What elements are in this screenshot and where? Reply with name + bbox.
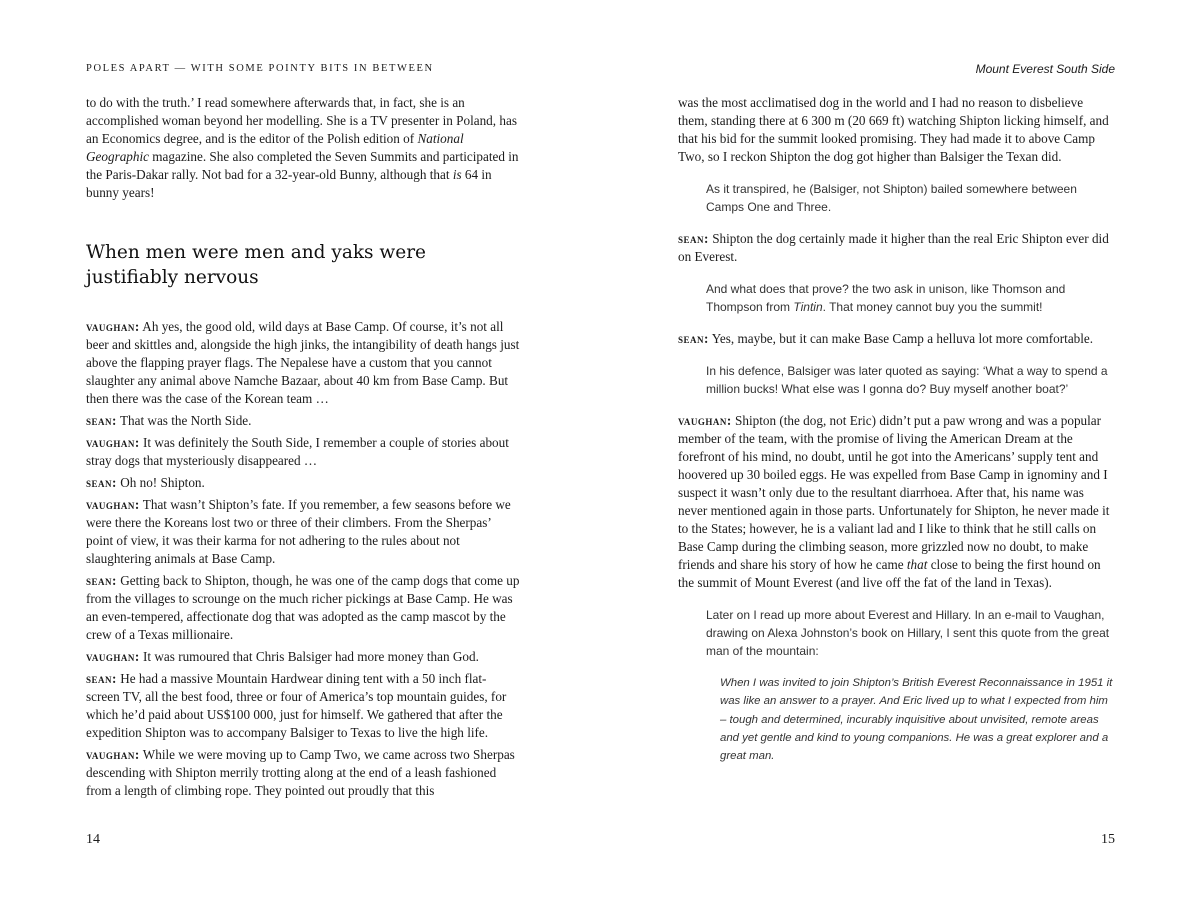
dialogue-text: It was definitely the South Side, I remember a couple of stories about stray dogs that mysteriously disappeared … xyxy=(86,435,509,468)
section-heading: When men were men and yaks were justifiably nervous xyxy=(86,242,427,288)
continuation-paragraph: was the most acclimatised dog in the world and I had no reason to disbelieve them, standing there at 6 300 m (20 669 ft) watching Shipton licking himself, and that his bid for the summit looked promising. They had made it to above Camp Two, so I reckon Shipton the dog got higher than Balsiger the Texan did. xyxy=(678,95,1109,164)
page-number-left: 14 xyxy=(86,832,100,847)
intro-text-1: to do with the truth.’ I read somewhere afterwards that, in fact, she is an accomplished woman beyond her modelling. She is a TV presenter in Poland, has an Economics degree, and is the editor of the Polish edition of xyxy=(86,95,517,146)
left-page-body xyxy=(86,94,520,800)
magazine-title: National Geographic xyxy=(86,131,464,164)
speaker-name: sean: xyxy=(678,331,709,346)
emphasis-is: is xyxy=(452,167,462,182)
emphasis-that: that xyxy=(906,557,928,572)
right-page-body xyxy=(678,94,1115,765)
dialogue-text: That wasn’t Shipton’s fate. If you remember, a few seasons before we were there the Koreans lost two or three of their climbers. From the Sherpas’ point of view, it was their karma for not adhering to the rules about not slaughtering animals at Base Camp. xyxy=(86,497,511,566)
speaker-name: vaughan: xyxy=(86,649,140,664)
speaker-name: vaughan: xyxy=(86,747,140,762)
speaker-name: sean: xyxy=(86,671,117,686)
speaker-name: sean: xyxy=(86,475,117,490)
speaker-name: vaughan: xyxy=(86,319,140,334)
hillary-quote: When I was invited to join Shipton’s British Everest Reconnaissance in 1951 it was like an answer to a prayer. And Eric lived up to what I expected from him – tough and determined, incurably inquisitive about unvisited, remote areas and yet gentle and kind to young companions. He was a great explorer and a great man. xyxy=(720,677,1113,763)
intro-paragraph xyxy=(86,94,520,202)
dialogue-text: Oh no! Shipton. xyxy=(116,475,205,490)
aside-note: Later on I read up more about Everest and Hillary. In an e-mail to Vaughan, drawing on Alexa Johnston’s book on Hillary, I sent this quote from the great man of the mountain: xyxy=(706,608,1110,658)
note-text-1: And what does that prove? the two ask in unison, like Thomson and Thompson from xyxy=(706,282,1066,314)
right-page xyxy=(678,0,1115,918)
dialogue-paragraph xyxy=(86,746,520,800)
dialogue-paragraph xyxy=(678,330,1115,348)
dialogue-text: Ah yes, the good old, wild days at Base Camp. Of course, it’s not all beer and skittles and, alongside the high jinks, the intangibility of death hangs just above the flapping prayer flags. The Nepalese have a custom that you cannot slaughter any animal above Namche Bazaar, about 40 km from Base Camp. But then there was the case of the Korean team … xyxy=(86,319,520,406)
dialogue-paragraph xyxy=(678,230,1115,266)
speaker-name: sean: xyxy=(86,413,117,428)
left-page xyxy=(86,0,520,918)
intro-text-2: magazine. She also completed the Seven Summits and participated in the Paris-Dakar rally. Not bad for a 32-year-old Bunny, although that xyxy=(86,149,519,182)
aside-note: In his defence, Balsiger was later quoted as saying: ‘What a way to spend a million bucks! What else was I gonna do? Buy myself another boat?’ xyxy=(706,364,1108,396)
speaker-name: sean: xyxy=(86,573,117,588)
dialogue-text: While we were moving up to Camp Two, we came across two Sherpas descending with Shipton merrily trotting along at the end of a leash fashioned from a length of climbing rope. They pointed out proudly that this xyxy=(86,747,515,798)
dialogue-paragraph xyxy=(86,434,520,470)
dialogue-text: Shipton the dog certainly made it higher than the real Eric Shipton ever did on Everest. xyxy=(678,231,1109,264)
dialogue-paragraph xyxy=(86,496,520,568)
dialogue-paragraph xyxy=(86,572,520,644)
dialogue-paragraph xyxy=(86,318,520,408)
dialogue-paragraph xyxy=(86,474,520,492)
note-text-2: . That money cannot buy you the summit! xyxy=(822,300,1043,314)
tintin-title: Tintin xyxy=(793,300,823,314)
dialogue-text: close to being the first hound on the summit of Mount Everest (and live off the fat of the land in Texas). xyxy=(678,557,1101,590)
page-number-right: 15 xyxy=(1101,832,1115,847)
dialogue-paragraph xyxy=(86,648,520,666)
speaker-name: sean: xyxy=(678,231,709,246)
aside-note: As it transpired, he (Balsiger, not Shipton) bailed somewhere between Camps One and Three. xyxy=(706,182,1077,214)
speaker-name: vaughan: xyxy=(678,413,732,428)
dialogue-paragraph xyxy=(86,412,520,430)
running-head-right: Mount Everest South Side xyxy=(975,62,1115,76)
intro-text-3: 64 in bunny years! xyxy=(86,167,492,200)
dialogue-text: Yes, maybe, but it can make Base Camp a helluva lot more comfortable. xyxy=(708,331,1094,346)
aside-note xyxy=(706,280,1115,316)
dialogue-text: It was rumoured that Chris Balsiger had more money than God. xyxy=(139,649,479,664)
dialogue-paragraph xyxy=(86,670,520,742)
speaker-name: vaughan: xyxy=(86,497,140,512)
dialogue-text: That was the North Side. xyxy=(116,413,252,428)
dialogue-text: Getting back to Shipton, though, he was one of the camp dogs that come up from the villages to scrounge on the much richer pickings at Base Camp. He was an even-tempered, affectionate dog that was adopted as the camp mascot by the crew of a Texas millionaire. xyxy=(86,573,520,642)
running-head-left: POLES APART — WITH SOME POINTY BITS IN BETWEEN xyxy=(86,63,434,74)
dialogue-text: Shipton (the dog, not Eric) didn’t put a paw wrong and was a popular member of the team, with the promise of living the American Dream at the forefront of his mind, no doubt, until he got into the Americans’ supply tent and hoovered up 30 boiled eggs. He was expelled from Base Camp in ignominy and I suspect it wasn’t only due to the resultant diarrhoea. After that, his name was never mentioned again in those parts. Unfortunately for Shipton, he never made it to the States; however, he is a valiant lad and I like to think that he still calls on Base Camp during the climbing season, more grizzled now no doubt, to make friends and share his story of how he came xyxy=(678,413,1110,572)
dialogue-paragraph xyxy=(678,412,1115,592)
speaker-name: vaughan: xyxy=(86,435,140,450)
dialogue-text: He had a massive Mountain Hardwear dining tent with a 50 inch flat-screen TV, all the best food, three or four of America’s top mountain guides, for which he’d paid about US$100 000, just for himself. We gathered that after the expedition Shipton was to accompany Balsiger to Texas to live the high life. xyxy=(86,671,507,740)
